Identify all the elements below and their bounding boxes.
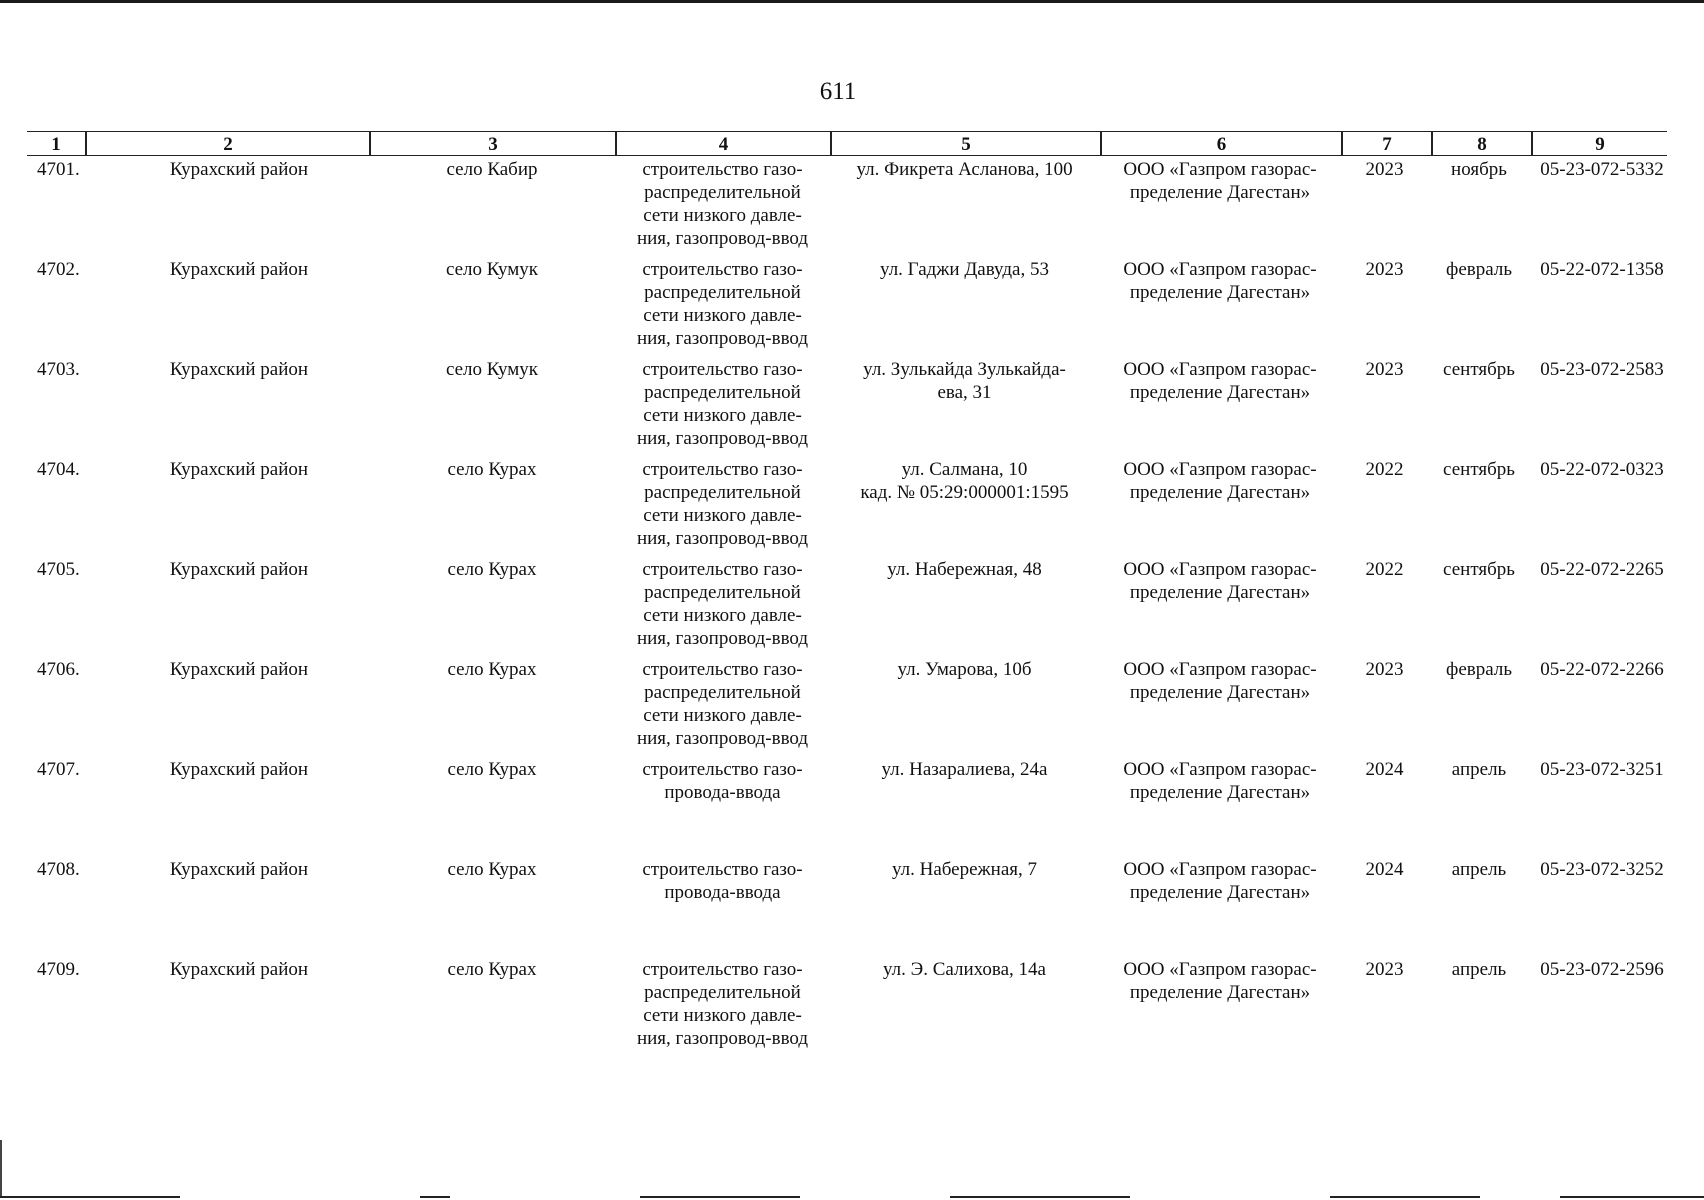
header-col-6: 6 xyxy=(1216,134,1227,155)
organization-cell: ООО «Газпром газорас- пределение Дагестан» xyxy=(1123,359,1317,403)
month-cell: сентябрь xyxy=(1443,559,1515,580)
table-row xyxy=(27,658,1667,758)
table-header xyxy=(27,131,1667,156)
table-row xyxy=(27,158,1667,258)
code-cell: 05-23-072-3251 xyxy=(1540,759,1664,780)
settlement-cell: село Курах xyxy=(447,759,537,780)
work-type-cell: строительство газо- распределительной сети низкого давле- ния, газопровод-ввод xyxy=(636,659,809,749)
address-cell: ул. Салмана, 10 кад. № 05:29:000001:1595 xyxy=(860,459,1069,503)
year-cell: 2024 xyxy=(1365,859,1404,880)
row-number: 4709. xyxy=(37,959,80,980)
organization-cell: ООО «Газпром газорас- пределение Дагестан» xyxy=(1123,459,1317,503)
month-cell: февраль xyxy=(1446,259,1512,280)
code-cell: 05-23-072-2583 xyxy=(1540,359,1664,380)
year-cell: 2023 xyxy=(1365,359,1404,380)
year-cell: 2023 xyxy=(1365,259,1404,280)
address-cell: ул. Зулькайда Зулькайда- ева, 31 xyxy=(863,359,1066,403)
month-cell: сентябрь xyxy=(1443,359,1515,380)
table-row xyxy=(27,858,1667,958)
district-cell: Курахский район xyxy=(169,659,309,680)
address-cell: ул. Фикрета Асланова, 100 xyxy=(856,159,1073,180)
header-col-4: 4 xyxy=(718,134,729,155)
address-cell: ул. Набережная, 48 xyxy=(887,559,1042,580)
settlement-cell: село Курах xyxy=(447,959,537,980)
district-cell: Курахский район xyxy=(169,359,309,380)
header-col-5: 5 xyxy=(961,134,971,155)
district-cell: Курахский район xyxy=(169,759,309,780)
organization-cell: ООО «Газпром газорас- пределение Дагестан» xyxy=(1123,859,1317,903)
row-number: 4702. xyxy=(37,259,80,280)
organization-cell: ООО «Газпром газорас- пределение Дагестан» xyxy=(1123,559,1317,603)
district-cell: Курахский район xyxy=(169,859,309,880)
settlement-cell: село Кумук xyxy=(445,359,539,380)
header-col-2: 2 xyxy=(223,134,233,155)
organization-cell: ООО «Газпром газорас- пределение Дагестан» xyxy=(1123,259,1317,303)
code-cell: 05-22-072-1358 xyxy=(1540,259,1664,280)
row-number: 4705. xyxy=(37,559,80,580)
header-col-9: 9 xyxy=(1595,134,1605,155)
address-cell: ул. Э. Салихова, 14а xyxy=(883,959,1046,980)
scan-bottom-edge xyxy=(420,1196,450,1198)
scan-bottom-edge xyxy=(1560,1196,1704,1198)
row-number: 4708. xyxy=(37,859,80,880)
work-type-cell: строительство газо- распределительной сети низкого давле- ния, газопровод-ввод xyxy=(636,959,809,1049)
settlement-cell: село Курах xyxy=(447,659,537,680)
row-number: 4706. xyxy=(37,659,80,680)
district-cell: Курахский район xyxy=(169,259,309,280)
code-cell: 05-23-072-3252 xyxy=(1540,859,1664,880)
organization-cell: ООО «Газпром газорас- пределение Дагестан» xyxy=(1123,659,1317,703)
scan-margin-line xyxy=(0,1140,2,1196)
row-number: 4704. xyxy=(37,459,80,480)
table-row xyxy=(27,358,1667,458)
organization-cell: ООО «Газпром газорас- пределение Дагестан» xyxy=(1123,159,1317,203)
address-cell: ул. Умарова, 10б xyxy=(897,659,1032,680)
work-type-cell: строительство газо- провода-ввода xyxy=(642,859,803,903)
month-cell: апрель xyxy=(1451,759,1507,780)
scan-bottom-edge xyxy=(0,1196,180,1198)
address-cell: ул. Гаджи Давуда, 53 xyxy=(880,259,1049,280)
work-type-cell: строительство газо- распределительной сети низкого давле- ния, газопровод-ввод xyxy=(636,559,809,649)
scan-bottom-edge xyxy=(1330,1196,1480,1198)
month-cell: апрель xyxy=(1451,859,1507,880)
settlement-cell: село Курах xyxy=(447,559,537,580)
row-number: 4707. xyxy=(37,759,80,780)
header-col-7: 7 xyxy=(1382,134,1392,155)
year-cell: 2023 xyxy=(1365,159,1404,180)
table-row xyxy=(27,758,1667,858)
work-type-cell: строительство газо- распределительной сети низкого давле- ния, газопровод-ввод xyxy=(636,159,809,249)
month-cell: ноябрь xyxy=(1451,159,1507,180)
work-type-cell: строительство газо- распределительной сети низкого давле- ния, газопровод-ввод xyxy=(636,459,809,549)
address-cell: ул. Набережная, 7 xyxy=(891,859,1038,880)
work-type-cell: строительство газо- распределительной сети низкого давле- ния, газопровод-ввод xyxy=(636,259,809,349)
year-cell: 2024 xyxy=(1365,759,1404,780)
table-row xyxy=(27,258,1667,358)
settlement-cell: село Кумук xyxy=(445,259,539,280)
year-cell: 2023 xyxy=(1365,959,1404,980)
district-cell: Курахский район xyxy=(169,459,309,480)
code-cell: 05-22-072-0323 xyxy=(1540,459,1664,480)
year-cell: 2022 xyxy=(1365,459,1404,480)
code-cell: 05-22-072-2265 xyxy=(1540,559,1664,580)
row-number: 4701. xyxy=(37,159,80,180)
district-cell: Курахский район xyxy=(169,159,309,180)
settlement-cell: село Кабир xyxy=(446,159,538,180)
settlement-cell: село Курах xyxy=(447,859,537,880)
work-type-cell: строительство газо- распределительной сети низкого давле- ния, газопровод-ввод xyxy=(636,359,809,449)
month-cell: февраль xyxy=(1446,659,1512,680)
header-col-3: 3 xyxy=(488,134,498,155)
year-cell: 2023 xyxy=(1365,659,1404,680)
header-col-1: 1 xyxy=(51,134,61,155)
scan-top-edge xyxy=(0,0,1704,3)
scan-bottom-edge xyxy=(640,1196,800,1198)
month-cell: сентябрь xyxy=(1443,459,1515,480)
table-row xyxy=(27,558,1667,658)
district-cell: Курахский район xyxy=(169,959,309,980)
scan-bottom-edge xyxy=(950,1196,1130,1198)
code-cell: 05-23-072-5332 xyxy=(1540,159,1664,180)
header-col-8: 8 xyxy=(1477,134,1487,155)
page-number: 611 xyxy=(819,78,857,105)
settlement-cell: село Курах xyxy=(447,459,537,480)
address-cell: ул. Назаралиева, 24а xyxy=(881,759,1048,780)
table-row xyxy=(27,958,1667,1058)
work-type-cell: строительство газо- провода-ввода xyxy=(642,759,803,803)
code-cell: 05-22-072-2266 xyxy=(1540,659,1664,680)
row-number: 4703. xyxy=(37,359,80,380)
code-cell: 05-23-072-2596 xyxy=(1540,959,1664,980)
organization-cell: ООО «Газпром газорас- пределение Дагестан» xyxy=(1123,759,1317,803)
month-cell: апрель xyxy=(1451,959,1507,980)
organization-cell: ООО «Газпром газорас- пределение Дагестан» xyxy=(1123,959,1317,1003)
table-row xyxy=(27,458,1667,558)
year-cell: 2022 xyxy=(1365,559,1404,580)
district-cell: Курахский район xyxy=(169,559,309,580)
